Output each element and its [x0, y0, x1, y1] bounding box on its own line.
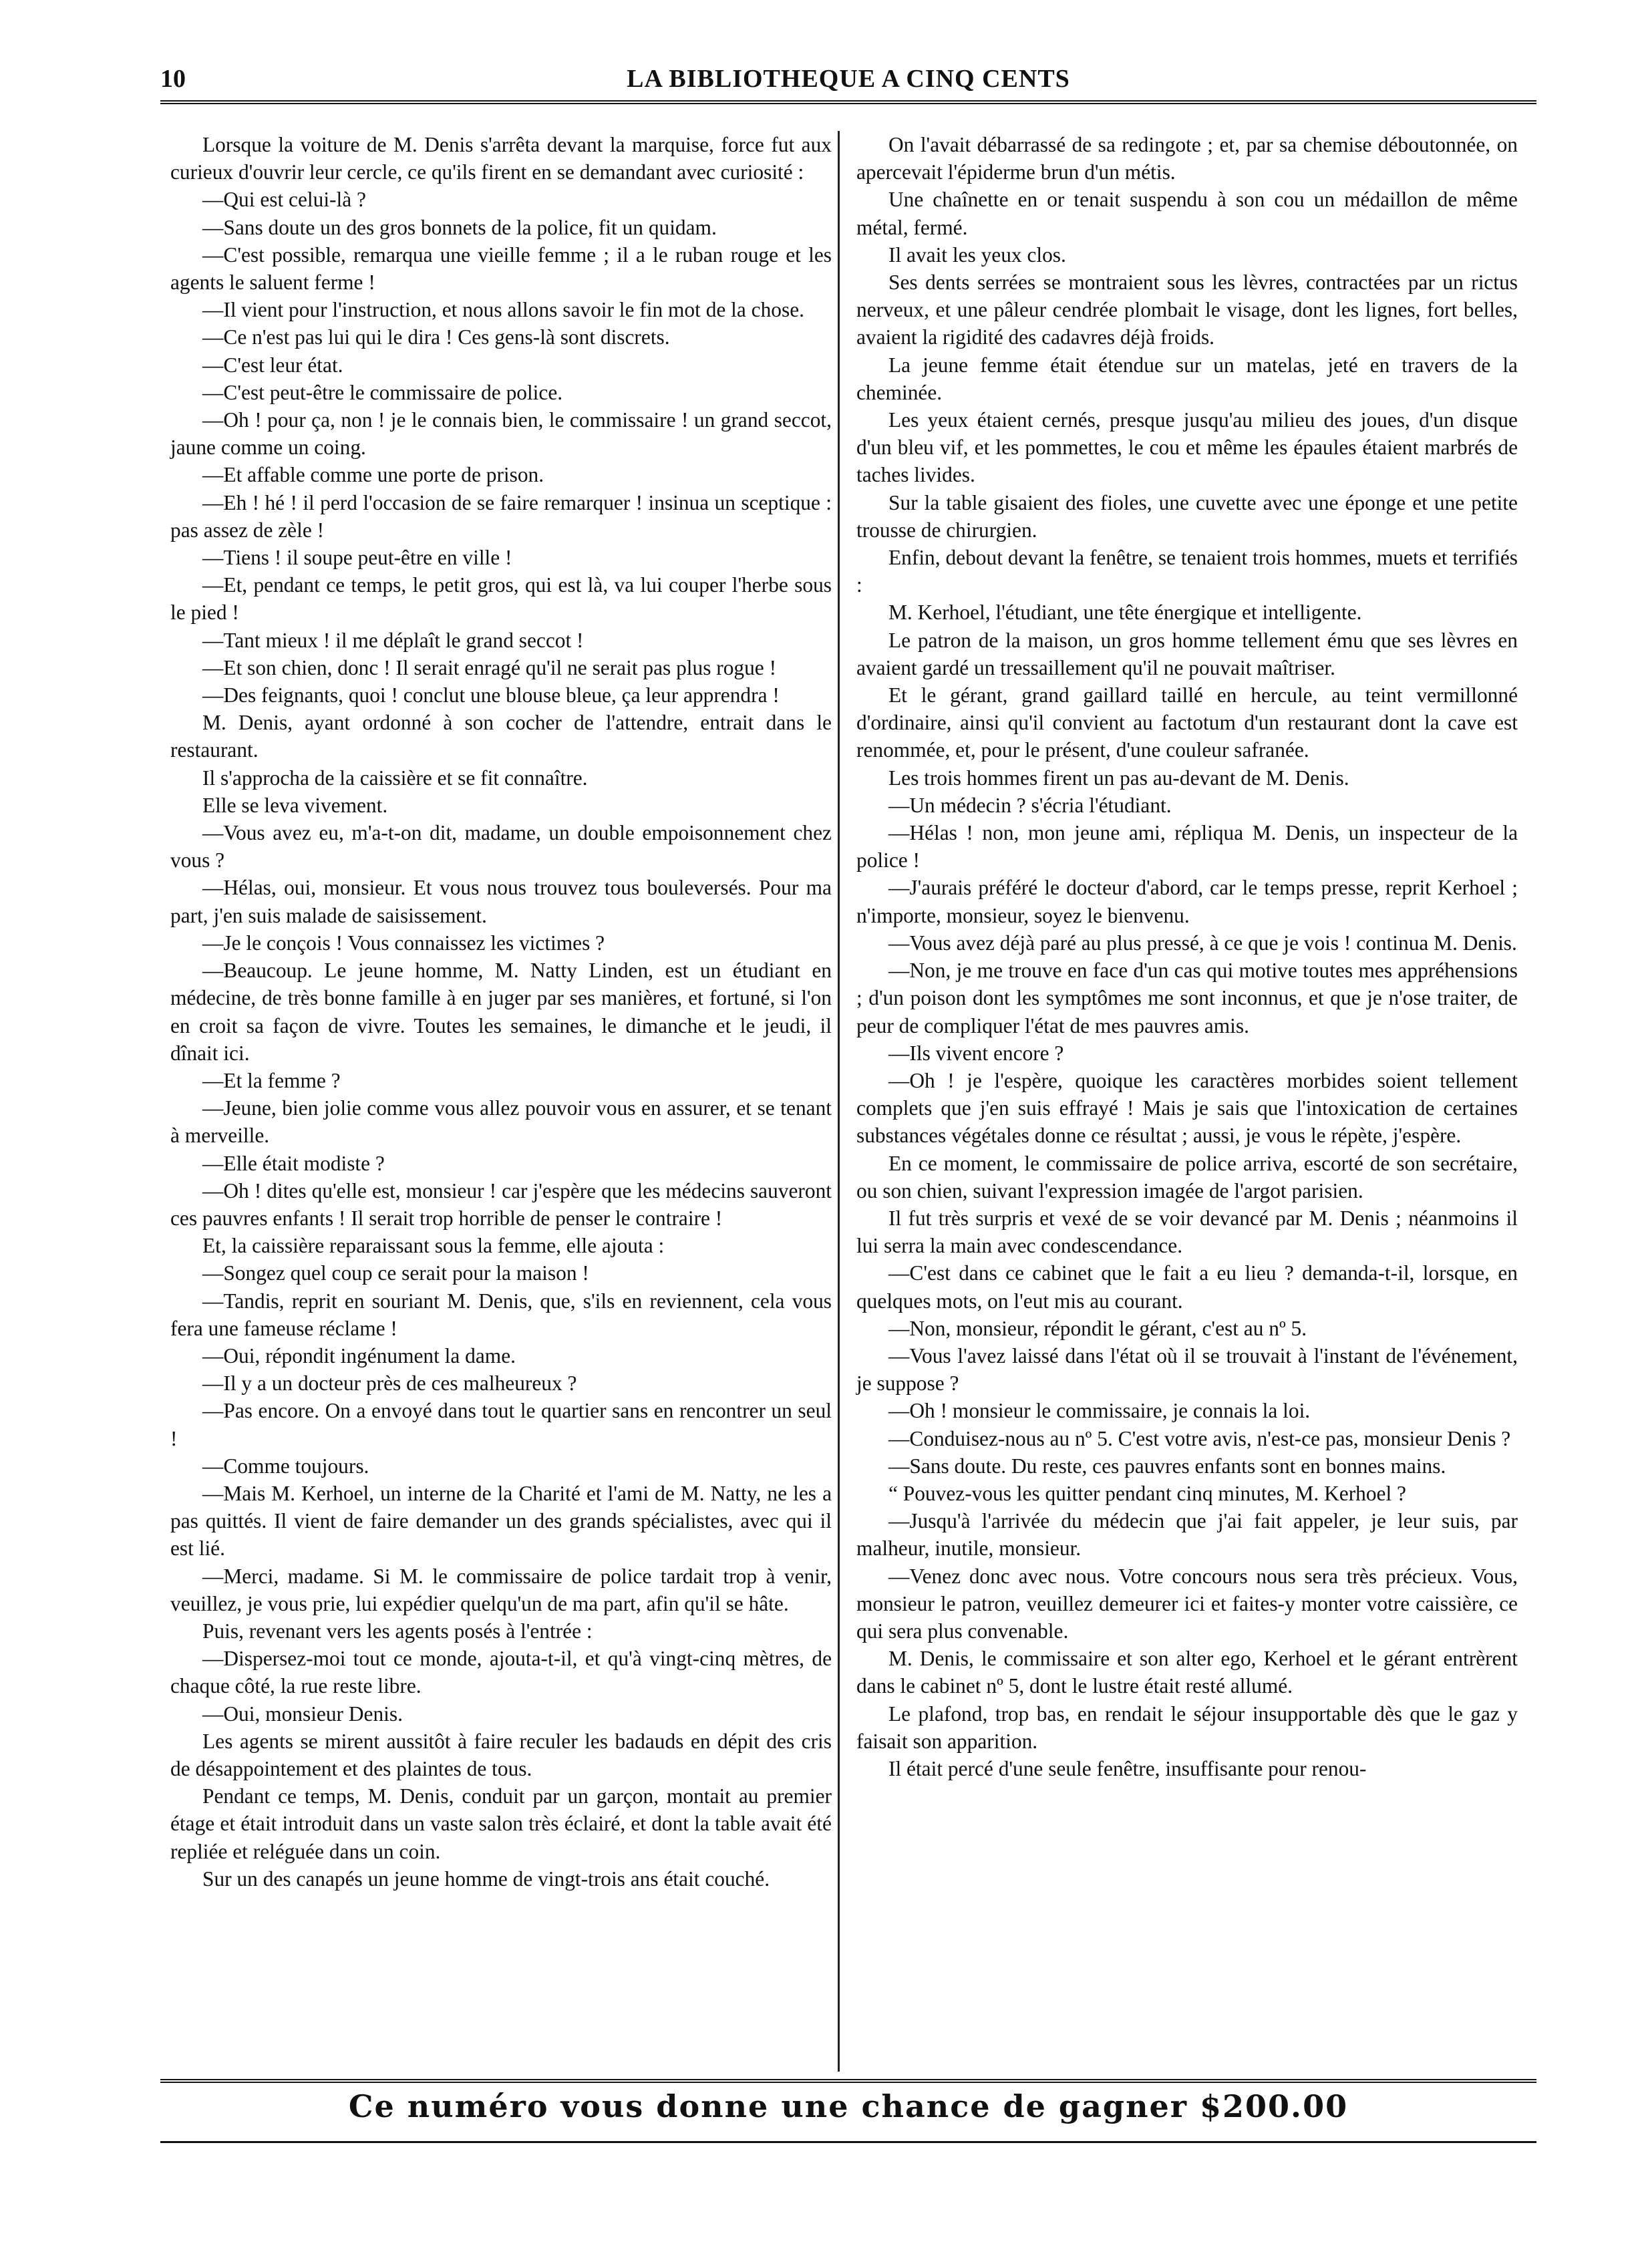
paragraph: —Qui est celui-là ? — [202, 188, 366, 212]
paragraph: “ Pouvez-vous les quitter pendant cinq minutes, M. Kerhoel ? — [888, 1481, 1406, 1505]
paragraph: —Beaucoup. Le jeune homme, M. Natty Linden, est un étudiant en médecine, de très bonne famille à en juger par ses manières, et fortuné, si l'on en croit sa façon de vivre. Toutes les semaines, le dimanche et le jeudi, il dînait ici. — [170, 959, 832, 1065]
page-number: 10 — [160, 65, 186, 93]
paragraph: —Oh ! monsieur le commissaire, je connais la loi. — [888, 1399, 1311, 1423]
paragraph: —Non, monsieur, répondit le gérant, c'est au nº 5. — [888, 1316, 1307, 1340]
paragraph: Il fut très surpris et vexé de se voir devancé par M. Denis ; néanmoins il lui serra la main avec condescendance. — [856, 1206, 1518, 1258]
paragraph: Les yeux étaient cernés, presque jusqu'au milieu des joues, d'un disque d'un bleu vif, et les pommettes, le cou et même les épaules étaient marbrés de taches livides. — [856, 408, 1518, 487]
paragraph: —Sans doute un des gros bonnets de la police, fit un quidam. — [202, 215, 717, 239]
paragraph: Pendant ce temps, M. Denis, conduit par un garçon, montait au premier étage et était introduit dans un vaste salon très éclairé, et dont la table avait été repliée et reléguée dans un coin. — [170, 1784, 832, 1863]
paragraph: —Mais M. Kerhoel, un interne de la Charité et l'ami de M. Natty, ne les a pas quittés. Il vient de faire demander un des grands spécialistes, avec qui il est lié. — [170, 1481, 832, 1561]
paragraph: —Oui, répondit ingénument la dame. — [202, 1343, 516, 1367]
paragraph: —Conduisez-nous au nº 5. C'est votre avis, n'est-ce pas, monsieur Denis ? — [888, 1426, 1511, 1450]
paragraph: —Tiens ! il soupe peut-être en ville ! — [202, 546, 512, 570]
paragraph: Les agents se mirent aussitôt à faire reculer les badauds en dépit des cris de désappointement et des plaintes de tous. — [170, 1729, 832, 1780]
paragraph: En ce moment, le commissaire de police arriva, escorté de son secrétaire, ou son chien, suivant l'expression imagée de l'argot parisien. — [856, 1151, 1518, 1202]
paragraph: —Et la femme ? — [202, 1068, 341, 1092]
paragraph: Et le gérant, grand gaillard taillé en hercule, au teint vermillonné d'ordinaire, ainsi qu'il convient au factotum d'un restaurant dont la cave est renommée, et, pour le présent, d'une couleur safranée. — [856, 683, 1518, 762]
paragraph: —Je le conçois ! Vous connaissez les victimes ? — [202, 931, 605, 955]
paragraph: —Eh ! hé ! il perd l'occasion de se faire remarquer ! insinua un sceptique : pas assez de zèle ! — [170, 490, 832, 542]
paragraph: —C'est leur état. — [202, 353, 343, 377]
paragraph: Elle se leva vivement. — [202, 793, 388, 817]
left-column — [170, 131, 832, 2072]
paragraph: —Tandis, reprit en souriant M. Denis, que, s'ils en reviennent, cela vous fera une fameuse réclame ! — [170, 1289, 832, 1340]
paragraph: Le patron de la maison, un gros homme tellement ému que ses lèvres en avaient gardé un tressaillement qu'il ne pouvait maîtriser. — [856, 628, 1518, 679]
paragraph: Les trois hommes firent un pas au-devant de M. Denis. — [888, 766, 1349, 790]
right-column — [856, 131, 1518, 2072]
paragraph: Enfin, debout devant la fenêtre, se tenaient trois hommes, muets et terrifiés : — [856, 546, 1518, 597]
paragraph: —Hélas ! non, mon jeune ami, répliqua M. Denis, un inspecteur de la police ! — [856, 821, 1518, 872]
paragraph: —Hélas, oui, monsieur. Et vous nous trouvez tous bouleversés. Pour ma part, j'en suis malade de saisissement. — [170, 876, 832, 927]
paragraph: —Songez quel coup ce serait pour la maison ! — [202, 1261, 589, 1285]
paragraph: —Et son chien, donc ! Il serait enragé qu'il ne serait pas plus rogue ! — [202, 655, 777, 679]
paragraph: —Oh ! je l'espère, quoique les caractères morbides soient tellement complets que j'en suis effrayé ! Mais je sais que l'intoxication de certaines substances végétales donne ce résultat ; aussi, je vous le répète, j'espère. — [856, 1068, 1518, 1148]
paragraph: M. Denis, ayant ordonné à son cocher de l'attendre, entrait dans le restaurant. — [170, 711, 832, 762]
paragraph: Ses dents serrées se montraient sous les lèvres, contractées par un rictus nerveux, et une pâleur cendrée plombait le visage, dont les lignes, fort belles, avaient la rigidité des cadavres déjà froids. — [856, 271, 1518, 349]
paragraph: —Venez donc avec nous. Votre concours nous sera très précieux. Vous, monsieur le patron, veuillez demeurer ici et faites-y monter votre caissière, ce qui sera plus convenable. — [856, 1564, 1518, 1643]
paragraph: Il s'approcha de la caissière et se fit connaître. — [202, 766, 588, 790]
footer-banner: Ce numéro vous donne une chance de gagner $200.00 — [348, 2088, 1349, 2124]
footer-rule-top — [160, 2079, 1536, 2083]
paragraph: —J'aurais préféré le docteur d'abord, car le temps presse, reprit Kerhoel ; n'importe, monsieur, soyez le bienvenu. — [856, 876, 1518, 927]
paragraph: La jeune femme était étendue sur un matelas, jeté en travers de la cheminée. — [856, 353, 1518, 404]
paragraph: Et, la caissière reparaissant sous la femme, elle ajouta : — [202, 1234, 665, 1258]
paragraph: —Il y a un docteur près de ces malheureux ? — [202, 1371, 577, 1396]
paragraph: —Non, je me trouve en face d'un cas qui motive toutes mes appréhensions ; d'un poison dont les symptômes me sont inconnus, et que je n'ose traiter, de peur de compliquer l'état de mes pauvres amis. — [856, 959, 1518, 1037]
paragraph: —Comme toujours. — [202, 1454, 369, 1478]
paragraph: —Elle était modiste ? — [202, 1151, 385, 1175]
paragraph: Une chaînette en or tenait suspendu à son cou un médaillon de même métal, fermé. — [856, 188, 1518, 239]
paragraph: —C'est dans ce cabinet que le fait a eu lieu ? demanda-t-il, lorsque, en quelques mots, on l'eut mis au courant. — [856, 1261, 1518, 1313]
paragraph: Il était percé d'une seule fenêtre, insuffisante pour renou- — [888, 1756, 1367, 1780]
paragraph: Lorsque la voiture de M. Denis s'arrêta devant la marquise, force fut aux curieux d'ouvrir leur cercle, ce qu'ils firent en se demandant avec curiosité : — [170, 133, 832, 184]
paragraph: —Vous l'avez laissé dans l'état où il se trouvait à l'instant de l'événement, je suppose ? — [856, 1343, 1518, 1396]
paragraph: —Il vient pour l'instruction, et nous allons savoir le fin mot de la chose. — [202, 298, 804, 322]
paragraph: Sur la table gisaient des fioles, une cuvette avec une éponge et une petite trousse de chirurgien. — [856, 490, 1518, 542]
paragraph: —Oui, monsieur Denis. — [202, 1702, 403, 1726]
paragraph: M. Kerhoel, l'étudiant, une tête énergique et intelligente. — [888, 601, 1362, 625]
paragraph: —Tant mieux ! il me déplaît le grand seccot ! — [202, 628, 584, 652]
paragraph: Le plafond, trop bas, en rendait le séjour insupportable dès que le gaz y faisait son apparition. — [856, 1702, 1518, 1753]
paragraph: —Pas encore. On a envoyé dans tout le quartier sans en rencontrer un seul ! — [170, 1399, 832, 1450]
paragraph: —Dispersez-moi tout ce monde, ajouta-t-il, et qu'à vingt-cinq mètres, de chaque côté, la rue reste libre. — [170, 1647, 832, 1698]
paragraph: Il avait les yeux clos. — [888, 242, 1066, 267]
paragraph: —C'est peut-être le commissaire de police. — [202, 380, 563, 404]
running-head: LA BIBLIOTHEQUE A CINQ CENTS — [627, 65, 1070, 93]
paragraph: On l'avait débarrassé de sa redingote ; et, par sa chemise déboutonnée, on apercevait l'épiderme brun d'un métis. — [856, 133, 1518, 184]
paragraph: —Vous avez eu, m'a-t-on dit, madame, un double empoisonnement chez vous ? — [170, 821, 832, 872]
paragraph: —Ils vivent encore ? — [888, 1041, 1064, 1065]
paragraph: —Vous avez déjà paré au plus pressé, à ce que je vois ! continua M. Denis. — [888, 931, 1517, 955]
paragraph: —Des feignants, quoi ! conclut une blouse bleue, ça leur apprendra ! — [202, 683, 780, 707]
paragraph: —Merci, madame. Si M. le commissaire de police tardait trop à venir, veuillez, je vous prie, lui expédier quelqu'un de ma part, afin qu'il se hâte. — [170, 1564, 832, 1615]
column-divider — [838, 131, 840, 2072]
paragraph: —Jusqu'à l'arrivée du médecin que j'ai fait appeler, je leur suis, par malheur, inutile, monsieur. — [856, 1509, 1518, 1561]
paragraph: —Et, pendant ce temps, le petit gros, qui est là, va lui couper l'herbe sous le pied ! — [170, 573, 832, 625]
paragraph: —Ce n'est pas lui qui le dira ! Ces gens-là sont discrets. — [202, 325, 670, 349]
paragraph: —Jeune, bien jolie comme vous allez pouvoir vous en assurer, et se tenant à merveille. — [170, 1096, 832, 1148]
header-rule — [160, 100, 1536, 104]
paragraph: M. Denis, le commissaire et son alter ego, Kerhoel et le gérant entrèrent dans le cabinet nº 5, dont le lustre était resté allumé. — [856, 1647, 1518, 1698]
paragraph: Sur un des canapés un jeune homme de vingt-trois ans était couché. — [202, 1867, 770, 1891]
paragraph: —C'est possible, remarqua une vieille femme ; il a le ruban rouge et les agents le saluent ferme ! — [170, 242, 832, 295]
paragraph: —Sans doute. Du reste, ces pauvres enfants sont en bonnes mains. — [888, 1454, 1446, 1478]
paragraph: —Et affable comme une porte de prison. — [202, 463, 544, 487]
paragraph: —Oh ! dites qu'elle est, monsieur ! car j'espère que les médecins sauveront ces pauvres enfants ! Il serait trop horrible de penser le contraire ! — [170, 1178, 832, 1230]
paragraph: —Un médecin ? s'écria l'étudiant. — [888, 793, 1172, 817]
footer-rule-bottom — [160, 2141, 1536, 2143]
paragraph: —Oh ! pour ça, non ! je le connais bien, le commissaire ! un grand seccot, jaune comme un coing. — [170, 408, 832, 460]
paragraph: Puis, revenant vers les agents posés à l'entrée : — [202, 1619, 593, 1643]
